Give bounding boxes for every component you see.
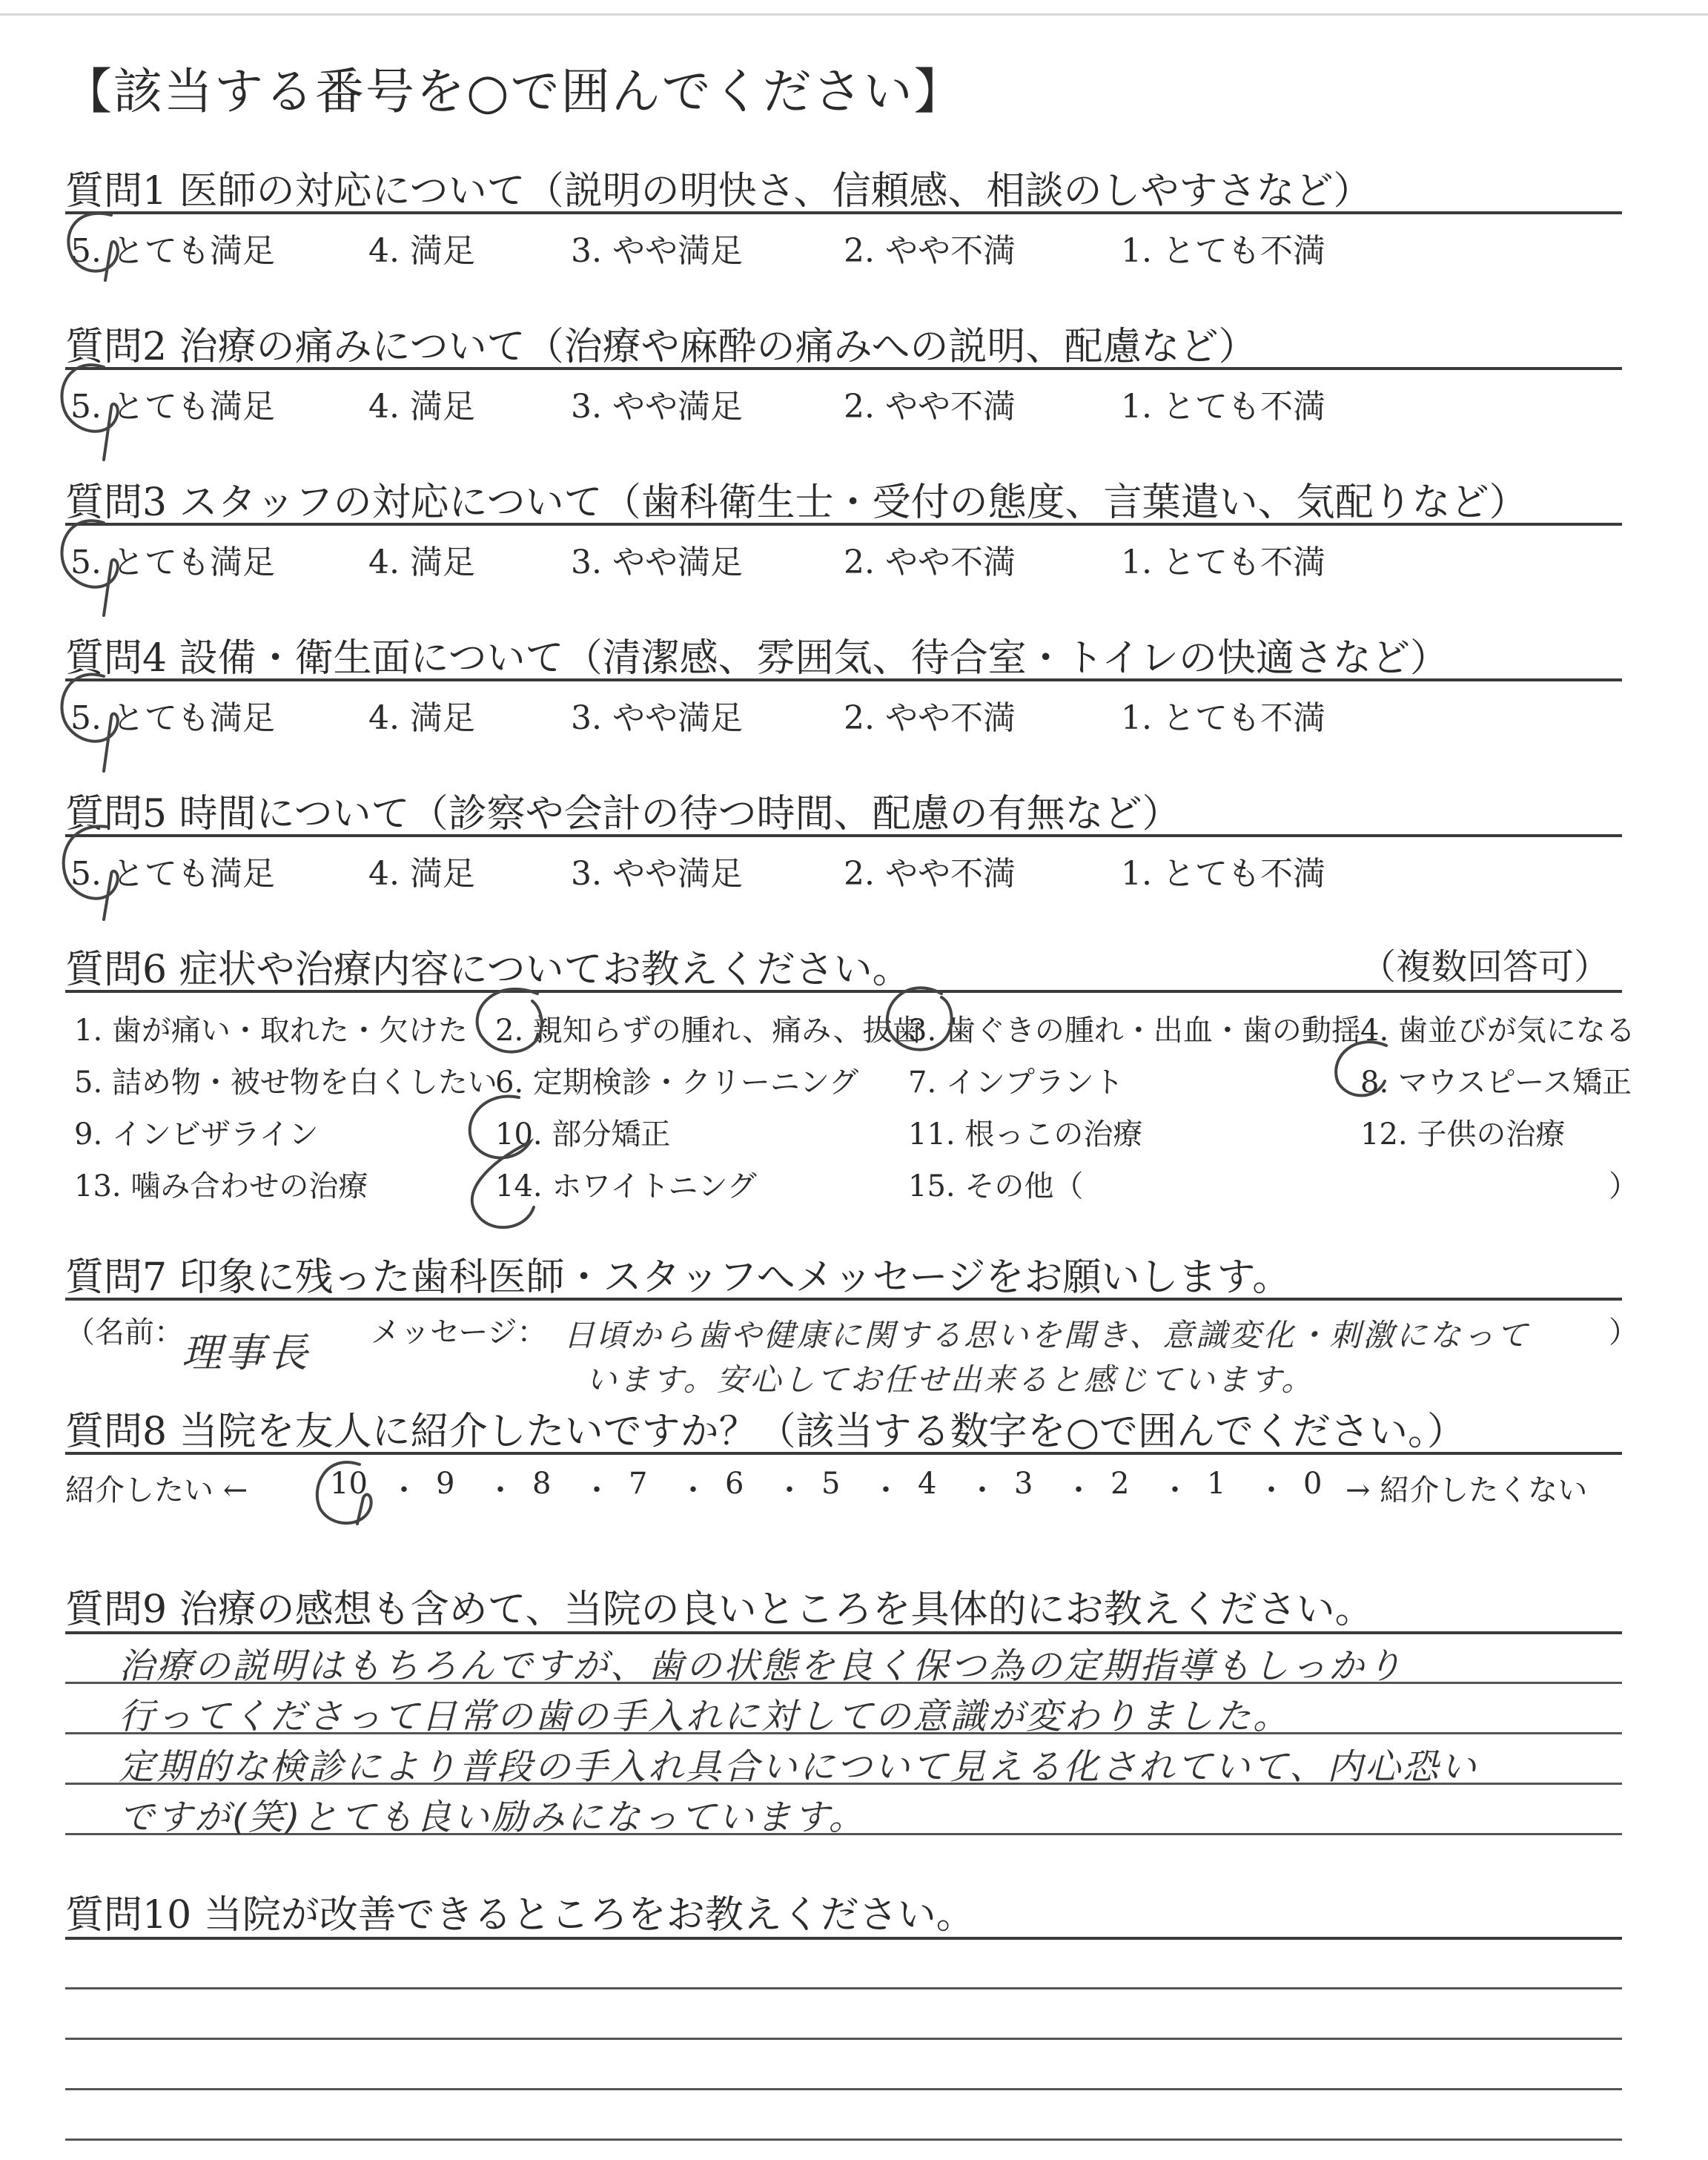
q6-option-12[interactable]: 12. 子供の治療 — [1360, 1117, 1566, 1152]
scale-9[interactable]: 9 — [436, 1467, 455, 1501]
answer-text-line-2[interactable]: 行ってくださって日常の歯の手入れに対しての意識が変わりました。 — [119, 1696, 1291, 1737]
q6-option-14[interactable]: 14. ホワイトニング — [495, 1169, 757, 1203]
option-2[interactable]: 2. やや不満 — [844, 855, 1016, 893]
option-5[interactable]: 5. とても満足 — [70, 388, 275, 426]
q6-option-8[interactable]: 8. マウスピース矯正 — [1360, 1066, 1632, 1100]
option-1[interactable]: 1. とても不満 — [1121, 388, 1325, 426]
option-3[interactable]: 3. やや満足 — [571, 855, 743, 893]
scale-separator: ・ — [967, 1473, 997, 1507]
scale-0[interactable]: 0 — [1303, 1467, 1323, 1501]
option-4[interactable]: 4. 満足 — [368, 544, 475, 581]
option-4[interactable]: 4. 満足 — [368, 232, 475, 270]
scale-separator: ・ — [486, 1473, 515, 1507]
option-5[interactable]: 5. とても満足 — [70, 855, 275, 893]
question-title: 質問1 医師の対応について（説明の明快さ、信頼感、相談のしやすさなど） — [65, 169, 1372, 214]
option-1[interactable]: 1. とても不満 — [1121, 232, 1325, 270]
option-5[interactable]: 5. とても満足 — [70, 232, 275, 270]
question-title: 質問7 印象に残った歯科医師・スタッフへメッセージをお願いします。 — [65, 1255, 1291, 1300]
scale-separator: ・ — [775, 1473, 804, 1507]
option-1[interactable]: 1. とても不満 — [1121, 855, 1325, 893]
scale-separator: ・ — [1064, 1473, 1093, 1507]
answer-text-line-3[interactable]: 定期的な検診により普段の手入れ具合いについて見える化されていて、内心恐い — [119, 1746, 1479, 1788]
answer-line — [65, 2038, 1622, 2040]
q6-option-2[interactable]: 2. 親知らずの腫れ、痛み、抜歯 — [495, 1014, 922, 1048]
scale-4[interactable]: 4 — [918, 1467, 937, 1501]
scale-separator: ・ — [1160, 1473, 1190, 1507]
recommend-right-label: → 紹介したくない — [1345, 1473, 1588, 1507]
option-3[interactable]: 3. やや満足 — [571, 388, 743, 426]
question-title: 質問5 時間について（診察や会計の待つ時間、配慮の有無など） — [65, 792, 1181, 836]
message-line-1[interactable]: 日頃から歯や健康に関する思いを聞き、意識変化・刺激になって — [563, 1317, 1530, 1353]
multiple-answer-note: （複数回答可） — [1360, 946, 1610, 988]
divider — [65, 523, 1622, 526]
question-title: 質問3 スタッフの対応について（歯科衛生士・受付の態度、言葉遣い、気配りなど） — [65, 480, 1528, 525]
q6-option-3[interactable]: 3. 歯ぐきの腫れ・出血・歯の動揺 — [908, 1014, 1361, 1048]
question-title: 質問4 設備・衛生面について（清潔感、雰囲気、待合室・トイレの快適さなど） — [65, 636, 1449, 681]
option-5[interactable]: 5. とても満足 — [70, 699, 275, 737]
scale-1[interactable]: 1 — [1207, 1467, 1226, 1501]
scale-separator: ・ — [678, 1473, 708, 1507]
divider — [65, 834, 1622, 837]
name-value[interactable]: 理事長 — [182, 1330, 311, 1376]
q6-option-10[interactable]: 10. 部分矯正 — [495, 1117, 671, 1152]
question-title: 質問9 治療の感想も含めて、当院の良いところを具体的にお教えください。 — [65, 1588, 1374, 1632]
scale-8[interactable]: 8 — [532, 1467, 552, 1501]
q6-option-6[interactable]: 6. 定期検診・クリーニング — [495, 1066, 859, 1100]
message-line-2[interactable]: います。安心してお任せ出来ると感じています。 — [586, 1361, 1315, 1398]
q6-option-15[interactable]: 15. その他（ — [908, 1169, 1084, 1203]
q6-other-close: ） — [1609, 1169, 1638, 1203]
option-3[interactable]: 3. やや満足 — [571, 232, 743, 270]
answer-line — [65, 2088, 1622, 2090]
recommend-left-label: 紹介したい ← — [65, 1473, 248, 1507]
option-4[interactable]: 4. 満足 — [368, 699, 475, 737]
q6-option-4[interactable]: 4. 歯並びが気になる — [1360, 1014, 1635, 1048]
option-1[interactable]: 1. とても不満 — [1121, 544, 1325, 581]
option-4[interactable]: 4. 満足 — [368, 388, 475, 426]
divider — [65, 1937, 1622, 1940]
option-4[interactable]: 4. 満足 — [368, 855, 475, 893]
option-1[interactable]: 1. とても不満 — [1121, 699, 1325, 737]
divider — [65, 1452, 1622, 1455]
scale-separator: ・ — [871, 1473, 901, 1507]
scale-6[interactable]: 6 — [725, 1467, 744, 1501]
answer-text-line-1[interactable]: 治療の説明はもちろんですが、歯の状態を良く保つ為の定期指導もしっかり — [119, 1645, 1405, 1687]
scale-10[interactable]: 10 — [330, 1467, 368, 1501]
answer-text-line-4[interactable]: ですが(笑)とても良い励みになっています。 — [119, 1797, 867, 1838]
message-label: メッセージ： — [371, 1315, 547, 1350]
option-2[interactable]: 2. やや不満 — [844, 699, 1016, 737]
top-border — [0, 13, 1708, 16]
q6-option-1[interactable]: 1. 歯が痛い・取れた・欠けた — [74, 1014, 468, 1048]
option-2[interactable]: 2. やや不満 — [844, 544, 1016, 581]
divider — [65, 1298, 1622, 1301]
scale-separator: ・ — [582, 1473, 612, 1507]
option-3[interactable]: 3. やや満足 — [571, 544, 743, 581]
question-title: 質問2 治療の痛みについて（治療や麻酔の痛みへの説明、配慮など） — [65, 325, 1257, 369]
scale-7[interactable]: 7 — [629, 1467, 648, 1501]
scale-separator: ・ — [389, 1473, 419, 1507]
option-2[interactable]: 2. やや不満 — [844, 388, 1016, 426]
answer-line — [65, 1987, 1622, 1989]
scale-3[interactable]: 3 — [1014, 1467, 1033, 1501]
question-title: 質問10 当院が改善できるところをお教えください。 — [65, 1893, 975, 1938]
option-5[interactable]: 5. とても満足 — [70, 544, 275, 581]
q6-option-9[interactable]: 9. インビザライン — [74, 1117, 319, 1152]
divider — [65, 1631, 1622, 1634]
scale-5[interactable]: 5 — [821, 1467, 841, 1501]
question-title: 質問6 症状や治療内容についてお教えください。 — [65, 948, 911, 992]
scale-separator: ・ — [1257, 1473, 1286, 1507]
divider — [65, 211, 1622, 214]
q6-option-5[interactable]: 5. 詰め物・被せ物を白くしたい — [74, 1066, 497, 1100]
instruction-header: 【該当する番号を○で囲んでください】 — [63, 63, 964, 120]
question-title: 質問8 当院を友人に紹介したいですか？（該当する数字を○で囲んでください。） — [65, 1410, 1466, 1454]
name-label: （名前： — [65, 1315, 184, 1350]
q6-option-7[interactable]: 7. インプラント — [908, 1066, 1124, 1100]
option-3[interactable]: 3. やや満足 — [571, 699, 743, 737]
option-2[interactable]: 2. やや不満 — [844, 232, 1016, 270]
scale-2[interactable]: 2 — [1110, 1467, 1130, 1501]
q6-option-13[interactable]: 13. 噛み合わせの治療 — [74, 1169, 368, 1203]
divider — [65, 990, 1622, 993]
q6-option-11[interactable]: 11. 根っこの治療 — [908, 1117, 1143, 1152]
answer-line — [65, 2138, 1622, 2141]
divider — [65, 678, 1622, 681]
divider — [65, 367, 1622, 370]
message-close: ） — [1609, 1315, 1638, 1350]
